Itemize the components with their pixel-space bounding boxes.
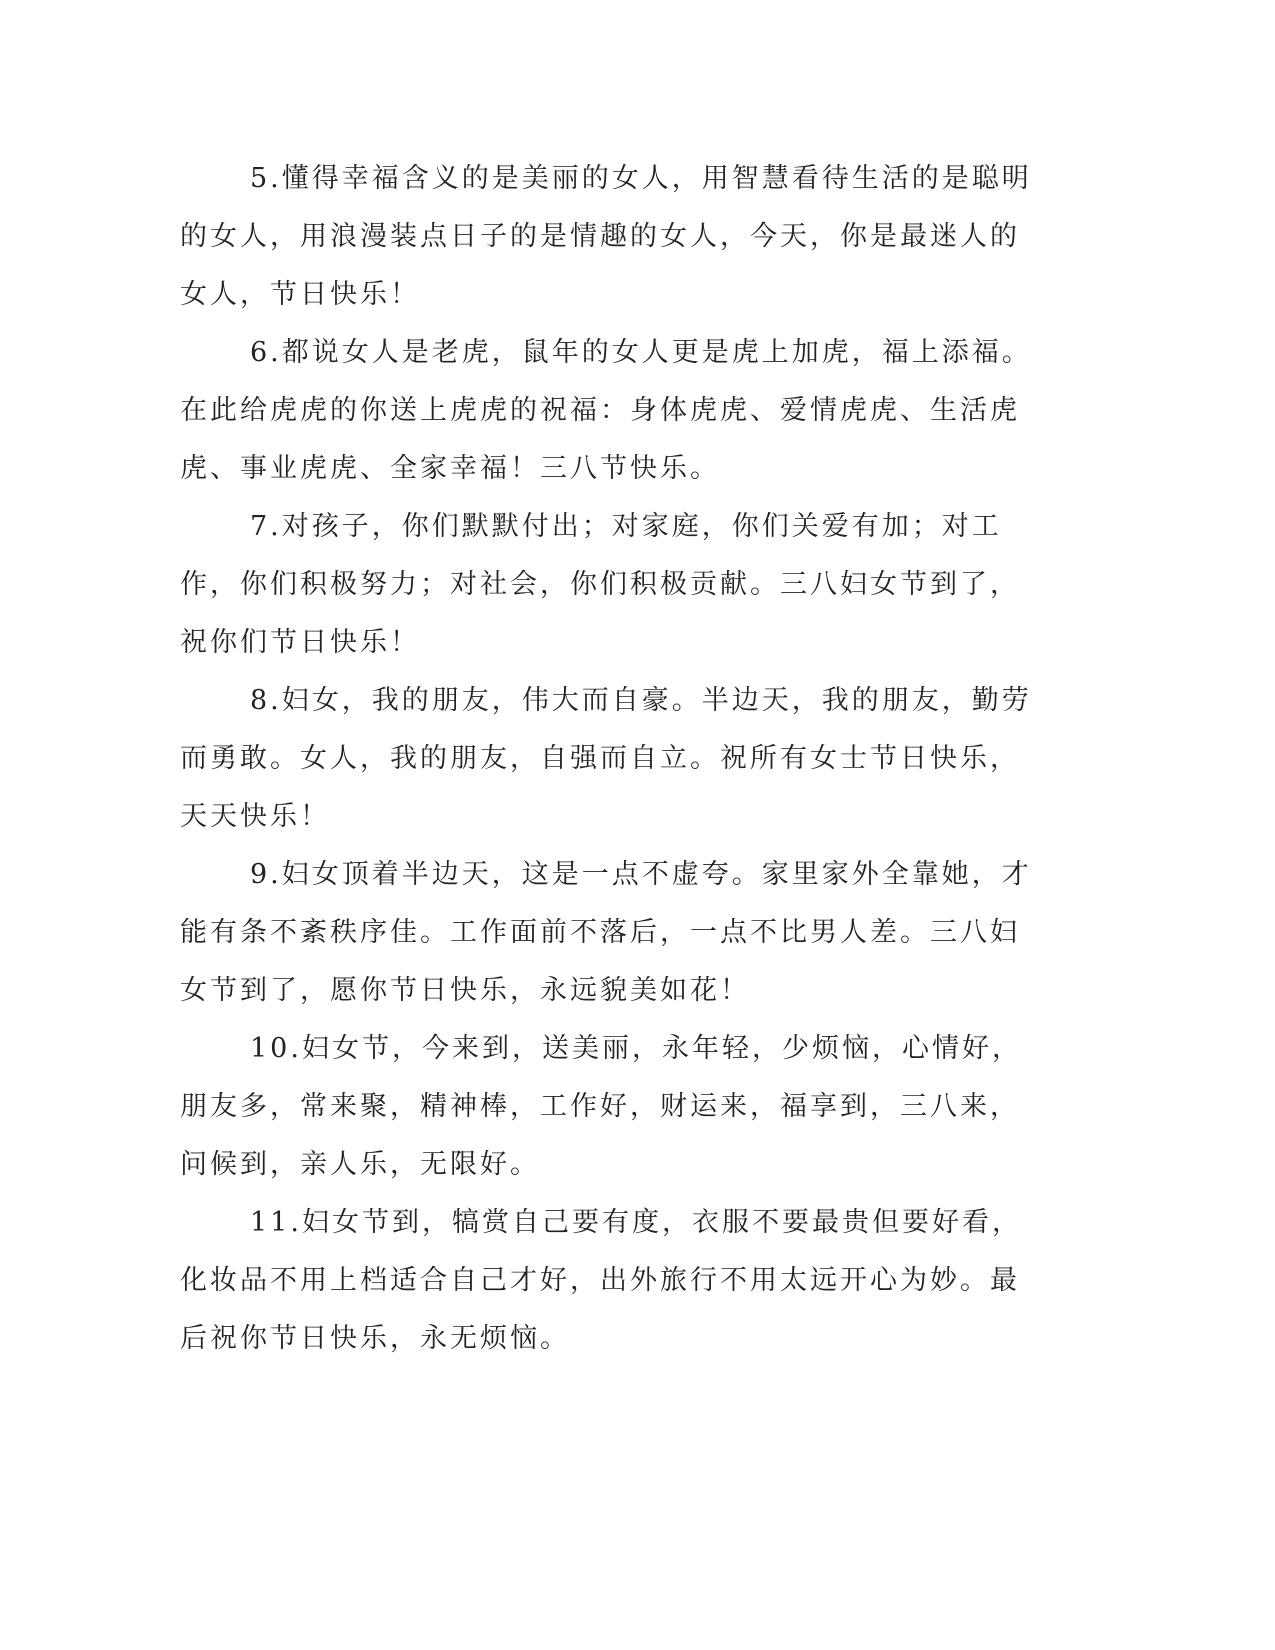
paragraph-5: 5.懂得幸福含义的是美丽的女人，用智慧看待生活的是聪明的女人，用浪漫装点日子的是情趣的女人，今天，你是最迷人的女人，节日快乐！ [180, 163, 1032, 310]
paragraph-9: 9.妇女顶着半边天，这是一点不虚夸。家里家外全靠她，才能有条不紊秩序佳。工作面前不落后，一点不比男人差。三八妇女节到了，愿你节日快乐，永远貌美如花！ [180, 859, 1032, 1006]
paragraph-6: 6.都说女人是老虎，鼠年的女人更是虎上加虎，福上添福。在此给虎虎的你送上虎虎的祝福：身体虎虎、爱情虎虎、生活虎虎、事业虎虎、全家幸福！三八节快乐。 [180, 337, 1032, 484]
paragraph-7: 7.对孩子，你们默默付出；对家庭，你们关爱有加；对工作，你们积极努力；对社会，你们积极贡献。三八妇女节到了，祝你们节日快乐！ [180, 511, 1020, 658]
paragraph-11: 11.妇女节到，犒赏自己要有度，衣服不要最贵但要好看，化妆品不用上档适合自己才好，出外旅行不用太远开心为妙。最后祝你节日快乐，永无烦恼。 [180, 1207, 1022, 1354]
document-body [180, 150, 1035, 1368]
paragraph-10: 10.妇女节，今来到，送美丽，永年轻，少烦恼，心情好，朋友多，常来聚，精神棒，工作好，财运来，福享到，三八来，问候到，亲人乐，无限好。 [180, 1033, 1022, 1180]
paragraph-8: 8.妇女，我的朋友，伟大而自豪。半边天，我的朋友，勤劳而勇敢。女人，我的朋友，自强而自立。祝所有女士节日快乐，天天快乐！ [180, 685, 1032, 832]
